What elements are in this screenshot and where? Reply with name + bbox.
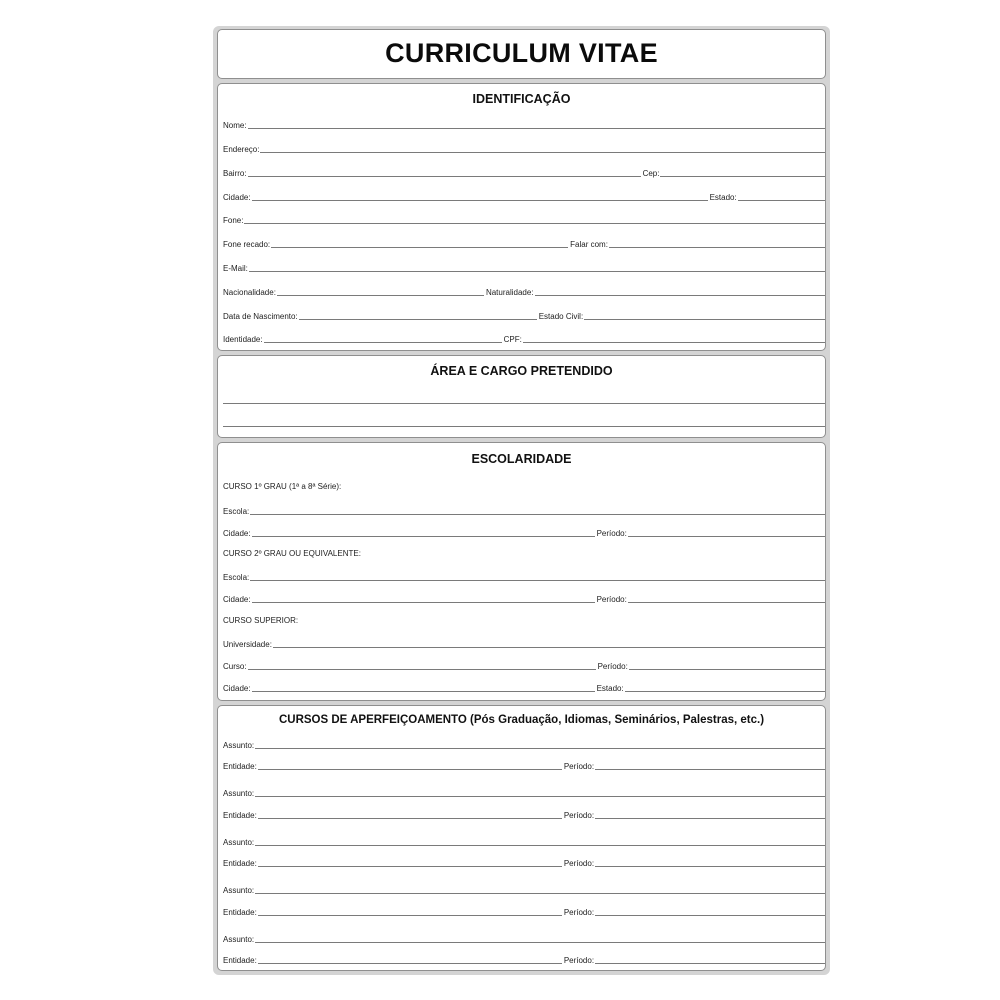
field-nome[interactable] [223,117,825,131]
label-estado-civil: Estado Civil: [538,312,584,321]
line-curso[interactable] [248,665,596,670]
label-escola: Escola: [223,507,250,516]
label-periodo: Período: [563,762,595,771]
label-entidade: Entidade: [223,908,257,917]
field-fone-recado[interactable] [223,236,825,250]
label-nacionalidade: Nacionalidade: [223,288,276,297]
line-nacionalidade[interactable] [277,291,484,296]
line-identidade[interactable] [264,338,502,343]
line-periodo[interactable] [628,598,825,603]
section-heading-cursos: CURSOS DE APERFEIÇOAMENTO (Pós Graduação, Idiomas, Seminários, Palestras, etc.) [278,714,765,726]
label-fone-recado: Fone recado: [223,240,271,249]
label-escola: Escola: [223,573,250,582]
label-falar-com: Falar com: [570,240,608,249]
label-assunto: Assunto: [223,838,255,847]
line-assunto[interactable] [255,744,825,749]
label-curso-2-grau: CURSO 2º GRAU OU EQUIVALENTE: [223,549,361,558]
label-estado: Estado: [596,684,624,693]
line-nome[interactable] [248,124,825,129]
label-entidade: Entidade: [223,811,257,820]
label-periodo: Período: [563,811,595,820]
label-periodo: Período: [563,956,595,965]
label-data-nascimento: Data de Nascimento: [223,312,298,321]
label-assunto: Assunto: [223,886,255,895]
label-universidade: Universidade: [223,640,272,649]
line-escola[interactable] [250,510,825,515]
line-entidade[interactable] [258,862,562,867]
line-periodo[interactable] [629,665,825,670]
field-assunto[interactable] [223,737,825,751]
line-assunto[interactable] [255,841,825,846]
field-entidade-periodo[interactable] [223,952,825,966]
line-periodo[interactable] [595,814,825,819]
label-identidade: Identidade: [223,335,263,344]
label-fone: Fone: [223,216,244,225]
field-assunto[interactable] [223,785,825,799]
field-assunto[interactable] [223,882,825,896]
field-escola-1[interactable] [223,503,825,517]
label-assunto: Assunto: [223,935,255,944]
field-identidade[interactable] [223,331,825,345]
label-cpf: CPF: [503,335,522,344]
page-title: CURRICULUM VITAE [385,38,658,68]
label-periodo: Período: [596,529,627,538]
line-periodo[interactable] [628,532,825,537]
label-periodo: Período: [596,595,627,604]
field-nascimento[interactable] [223,308,825,322]
label-periodo: Período: [597,662,628,671]
section-identificacao [217,83,826,351]
label-curso: Curso: [223,662,247,671]
line-escola[interactable] [250,576,825,581]
line-assunto[interactable] [255,889,825,894]
label-estado: Estado: [709,193,737,202]
label-curso-1-grau: CURSO 1º GRAU (1ª a 8ª Série): [223,482,342,491]
label-cidade: Cidade: [223,684,251,693]
field-email[interactable] [223,260,825,274]
section-heading-identificacao: IDENTIFICAÇÃO [472,92,571,106]
line-data-nascimento[interactable] [299,315,537,320]
label-endereco: Endereço: [223,145,260,154]
section-heading-area: ÁREA E CARGO PRETENDIDO [430,364,613,378]
field-nacionalidade[interactable] [223,284,825,298]
label-entidade: Entidade: [223,762,257,771]
section-escolaridade [217,442,826,701]
line-cidade[interactable] [252,196,708,201]
label-cep: Cep: [642,169,660,178]
line-fone-recado[interactable] [271,243,568,248]
line-area-1[interactable] [223,403,825,404]
line-cidade[interactable] [252,598,595,603]
line-cidade[interactable] [252,532,595,537]
field-cidade-estado-sup[interactable] [223,680,825,694]
line-estado[interactable] [738,196,825,201]
label-entidade: Entidade: [223,859,257,868]
label-entidade: Entidade: [223,956,257,965]
line-area-2[interactable] [223,426,825,427]
field-curso-periodo[interactable] [223,658,825,672]
field-assunto[interactable] [223,931,825,945]
field-bairro-cep[interactable] [223,165,825,179]
line-periodo[interactable] [595,862,825,867]
section-cursos-aperfeicoamento [217,705,826,971]
label-assunto: Assunto: [223,741,255,750]
label-nome: Nome: [223,121,247,130]
label-cidade: Cidade: [223,529,251,538]
label-periodo: Período: [563,859,595,868]
label-email: E-Mail: [223,264,248,273]
field-entidade-periodo[interactable] [223,758,825,772]
field-escola-2[interactable] [223,569,825,583]
line-cpf[interactable] [523,338,825,343]
line-endereco[interactable] [260,148,825,153]
field-cidade-periodo-2[interactable] [223,591,825,605]
section-heading-escolaridade: ESCOLARIDADE [471,452,572,466]
line-email[interactable] [249,267,825,272]
field-entidade-periodo[interactable] [223,855,825,869]
field-universidade[interactable] [223,636,825,650]
line-falar-com[interactable] [609,243,825,248]
field-entidade-periodo[interactable] [223,807,825,821]
label-curso-superior: CURSO SUPERIOR: [223,616,299,625]
label-naturalidade: Naturalidade: [485,288,534,297]
line-estado[interactable] [625,687,825,692]
line-estado-civil[interactable] [584,315,825,320]
label-periodo: Período: [563,908,595,917]
line-assunto[interactable] [255,938,825,943]
field-endereco[interactable] [223,141,825,155]
line-assunto[interactable] [255,792,825,797]
line-entidade[interactable] [258,814,562,819]
field-fone[interactable] [223,212,825,226]
line-cidade[interactable] [252,687,595,692]
section-area-cargo [217,355,826,438]
field-cidade-estado[interactable] [223,189,825,203]
line-entidade[interactable] [258,959,562,964]
line-periodo[interactable] [595,959,825,964]
line-periodo[interactable] [595,765,825,770]
field-assunto[interactable] [223,834,825,848]
title-box [217,29,826,79]
line-entidade[interactable] [258,911,562,916]
label-cidade: Cidade: [223,193,251,202]
line-entidade[interactable] [258,765,562,770]
line-bairro[interactable] [248,172,641,177]
label-bairro: Bairro: [223,169,247,178]
label-assunto: Assunto: [223,789,255,798]
line-fone[interactable] [244,219,825,224]
line-periodo[interactable] [595,911,825,916]
line-cep[interactable] [660,172,825,177]
field-entidade-periodo[interactable] [223,904,825,918]
field-cidade-periodo-1[interactable] [223,525,825,539]
line-naturalidade[interactable] [535,291,825,296]
line-universidade[interactable] [273,643,825,648]
label-cidade: Cidade: [223,595,251,604]
